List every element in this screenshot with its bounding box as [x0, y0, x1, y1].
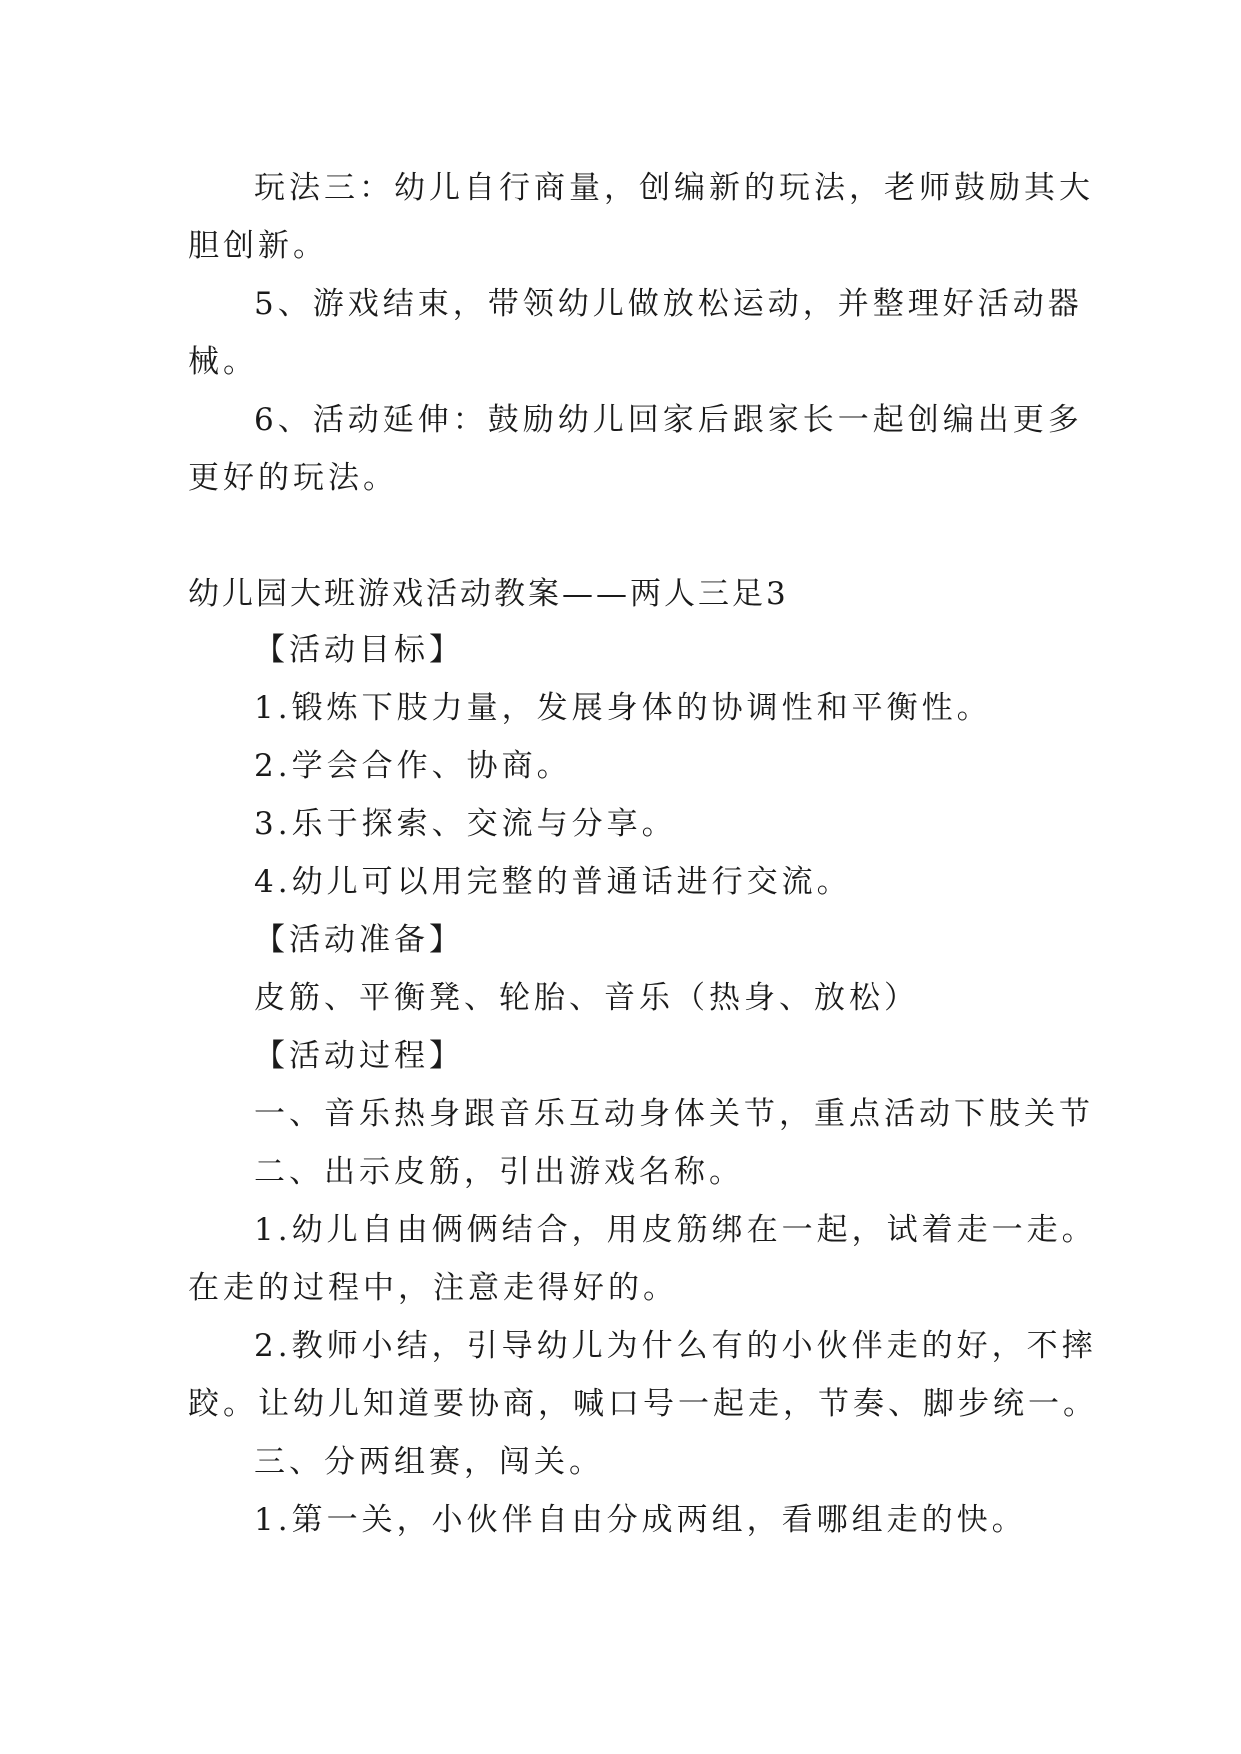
section-title: 幼儿园大班游戏活动教案——两人三足3 [188, 576, 789, 612]
process-item: 一、音乐热身跟音乐互动身体关节，重点活动下肢关节 [254, 1096, 1094, 1132]
paragraph-play-method-three-cont: 胆创新。 [188, 228, 328, 264]
process-item: 二、出示皮筋，引出游戏名称。 [254, 1154, 744, 1190]
paragraph-step-5-cont: 械。 [188, 344, 258, 380]
process-item-cont: 跤。让幼儿知道要协商，喊口号一起走，节奏、脚步统一。 [188, 1386, 1098, 1422]
objective-item: 1.锻炼下肢力量，发展身体的协调性和平衡性。 [254, 690, 992, 726]
paragraph-play-method-three: 玩法三：幼儿自行商量，创编新的玩法，老师鼓励其大 [254, 170, 1094, 206]
paragraph-step-6-cont: 更好的玩法。 [188, 460, 398, 496]
process-item: 2.教师小结，引导幼儿为什么有的小伙伴走的好，不摔 [254, 1328, 1097, 1364]
paragraph-step-6: 6、活动延伸：鼓励幼儿回家后跟家长一起创编出更多 [254, 402, 1083, 438]
preparation-text: 皮筋、平衡凳、轮胎、音乐（热身、放松） [254, 980, 919, 1016]
preparation-heading: 【活动准备】 [254, 922, 464, 958]
objective-item: 4.幼儿可以用完整的普通话进行交流。 [254, 864, 852, 900]
paragraph-step-5: 5、游戏结束，带领幼儿做放松运动，并整理好活动器 [254, 286, 1083, 322]
objective-item: 3.乐于探索、交流与分享。 [254, 806, 677, 842]
process-item: 三、分两组赛，闯关。 [254, 1444, 604, 1480]
process-item: 1.幼儿自由俩俩结合，用皮筋绑在一起，试着走一走。 [254, 1212, 1097, 1248]
objective-item: 2.学会合作、协商。 [254, 748, 572, 784]
process-item: 1.第一关，小伙伴自由分成两组，看哪组走的快。 [254, 1502, 1027, 1538]
objectives-heading: 【活动目标】 [254, 632, 464, 668]
process-heading: 【活动过程】 [254, 1038, 464, 1074]
process-item-cont: 在走的过程中，注意走得好的。 [188, 1270, 678, 1306]
